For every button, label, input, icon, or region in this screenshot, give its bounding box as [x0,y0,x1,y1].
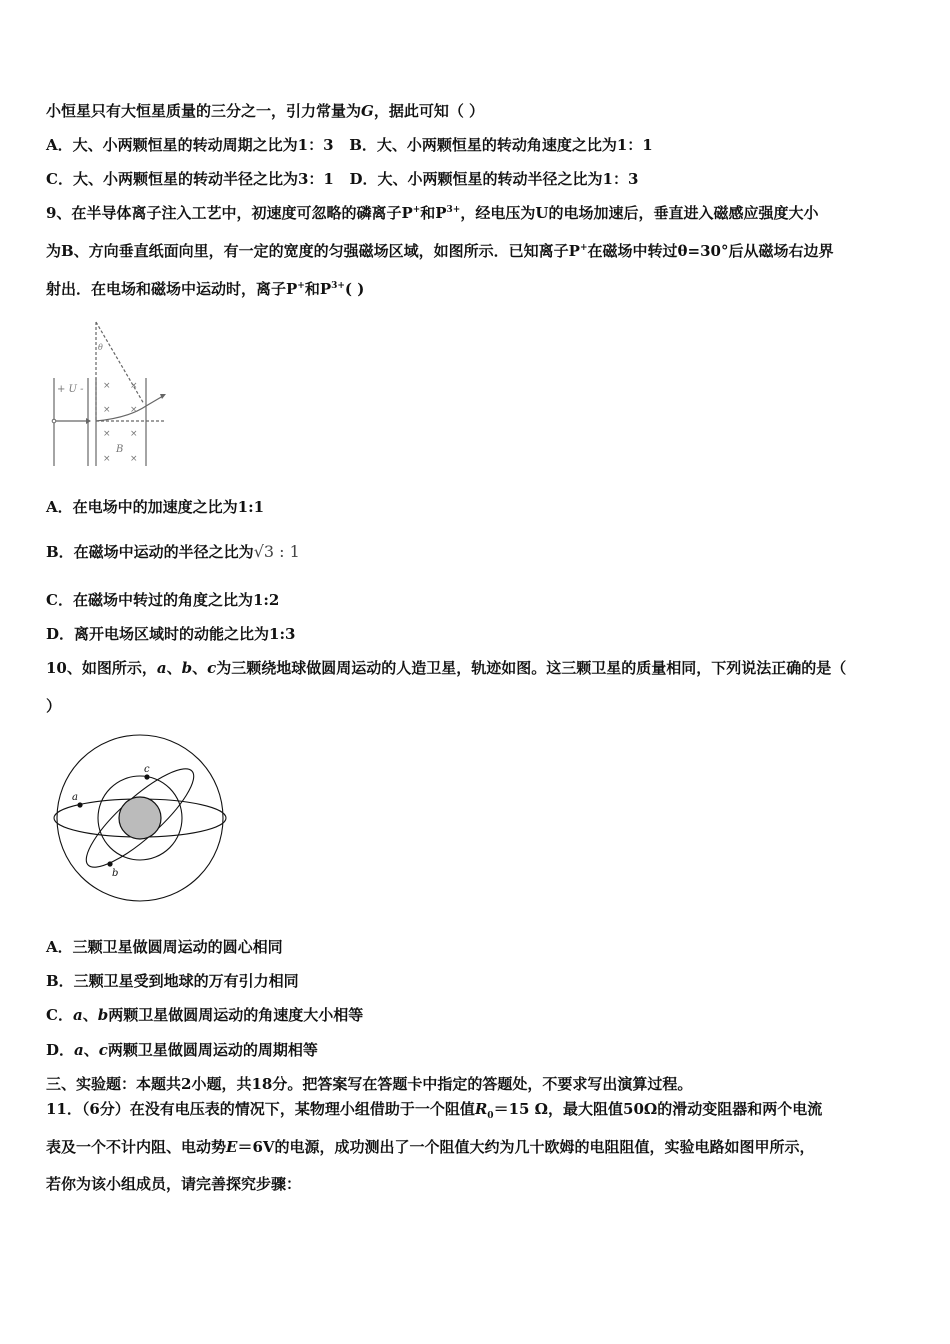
q11-stem-line2: 表及一个不计内阻、电动势E＝6V的电源，成功测出了一个阻值大约为几十欧姆的电阻阻值，实验电路如图甲所示， [46,1138,815,1156]
q9-stem-line1: 9、在半导体离子注入工艺中，初速度可忽略的磷离子P+和$P^{3+}$，经电压为U的电场加速后，垂直进入磁感应强度大小 [46,204,819,222]
angle-label-theta: θ [98,343,103,352]
field-label-b: B [116,444,124,455]
satellite-c-dot [144,774,149,779]
q8-option-b: B．大、小两颗恒星的转动角速度之比为1：1 [349,136,653,154]
q9-option-d: D．离开电场区域时的动能之比为1:3 [46,625,296,643]
field-x-mark: × [130,429,138,439]
q10-stem-line1: 10、如图所示，a、b、c为三颗绕地球做圆周运动的人造卫星，轨迹如图。这三颗卫星的质量相同，下列说法正确的是（ [46,659,847,677]
q10-option-b: B．三颗卫星受到地球的万有引力相同 [46,972,299,990]
q9-option-c: C．在磁场中转过的角度之比为1:2 [46,591,280,609]
q10-option-c: C．a、b两颗卫星做圆周运动的角速度大小相等 [46,1006,364,1024]
satellite-b-label: b [112,868,119,879]
field-x-mark: × [103,454,111,464]
q10-option-d: D．a、c两颗卫星做圆周运动的周期相等 [46,1041,318,1059]
field-x-mark: × [103,405,111,415]
field-x-mark: × [103,429,111,439]
q9-stem-line2: 为B、方向垂直纸面向里，有一定的宽度的匀强磁场区域，如图所示．已知离子P+在磁场中转过θ=30°后从磁场右边界 [46,242,834,260]
q9-stem-line3: 射出．在电场和磁场中运动时，离子P+和$P^{3+}$( ) [46,280,365,298]
q11-stem-line1: 11．（6分）在没有电压表的情况下，某物理小组借助于一个阻值$R_0=15$ Ω，最大阻值50Ω的滑动变阻器和两个电流 [46,1100,823,1121]
q8-options-ab [46,134,908,156]
q8-option-d: D．大、小两颗恒星的转动半径之比为1：3 [349,170,639,188]
q8-intro: 小恒星只有大恒星质量的三分之一，引力常量为G，据此可知（ ） [46,102,485,120]
satellite-a-label: a [72,792,78,803]
satellite-orbits-figure [52,734,232,904]
q8-option-a: A．大、小两颗恒星的转动周期之比为1：3 [46,136,334,154]
field-x-mark: × [130,381,138,391]
field-x-mark: × [130,454,138,464]
q9-option-b: B．在磁场中运动的半径之比为√3 : 1 [46,542,300,561]
satellite-c-label: c [144,764,150,775]
q10-stem-line2: ） [46,697,62,715]
section-3-heading: 三、实验题：本题共2小题，共18分。把答案写在答题卡中指定的答题处，不要求写出演算过程。 [46,1075,693,1093]
field-x-mark: × [103,381,111,391]
q11-stem-line3: 若你为该小组成员，请完善探究步骤： [46,1175,302,1193]
sqrt3-ratio: √3 : 1 [253,542,300,561]
q9-option-a: A．在电场中的加速度之比为1:1 [46,498,265,516]
q10-option-a: A．三颗卫星做圆周运动的圆心相同 [46,938,283,956]
magnetic-field-figure [48,320,183,470]
voltage-label: + U - [57,384,84,395]
satellite-b-dot [107,861,112,866]
satellite-a-dot [77,802,82,807]
q8-options-cd [46,168,908,190]
q8-option-c: C．大、小两颗恒星的转动半径之比为3：1 [46,170,334,188]
field-x-mark: × [130,405,138,415]
